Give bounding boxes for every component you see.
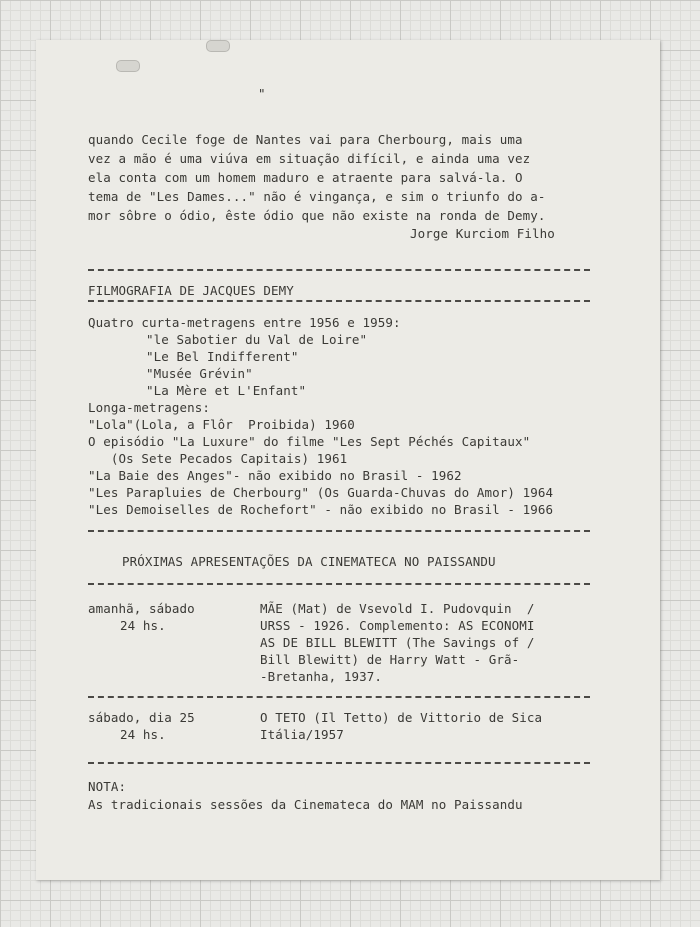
punch-hole: [116, 60, 140, 72]
intro-line: quando Cecile foge de Nantes vai para Cherbourg, mais uma: [88, 132, 523, 147]
screening-film: Bill Blewitt) de Harry Watt - Grã-: [260, 652, 520, 667]
divider: [88, 583, 590, 585]
features-heading: Longa-metragens:: [88, 400, 211, 415]
short-film-item: "Le Bel Indifferent": [146, 349, 299, 364]
screening-date: sábado, dia 25: [88, 710, 195, 725]
paper-sheet: [36, 40, 660, 880]
feature-item: "Les Parapluies de Cherbourg" (Os Guarda-Chuvas do Amor) 1964: [88, 485, 554, 500]
intro-line: ela conta com um homem maduro e atraente para salvá-la. O: [88, 170, 523, 185]
feature-item: (Os Sete Pecados Capitais) 1961: [88, 451, 348, 466]
screening-time: 24 hs.: [120, 618, 166, 633]
screening-date: amanhã, sábado: [88, 601, 195, 616]
feature-item: "Les Demoiselles de Rochefort" - não exibido no Brasil - 1966: [88, 502, 554, 517]
intro-line: vez a mão é uma viúva em situação difícil, e ainda uma vez: [88, 151, 531, 166]
note-text: As tradicionais sessões da Cinemateca do MAM no Paissandu: [88, 797, 523, 812]
divider: [88, 269, 590, 271]
divider: [88, 696, 590, 698]
screening-film: URSS - 1926. Complemento: AS ECONOMI: [260, 618, 535, 633]
screening-film: AS DE BILL BLEWITT (The Savings of /: [260, 635, 535, 650]
feature-item: "La Baie des Anges"- não exibido no Brasil - 1962: [88, 468, 462, 483]
short-film-item: "Musée Grévin": [146, 366, 253, 381]
screening-film: Itália/1957: [260, 727, 344, 742]
feature-item: O episódio "La Luxure" do filme "Les Sept Péchés Capitaux": [88, 434, 531, 449]
short-film-item: "La Mère et L'Enfant": [146, 383, 307, 398]
short-film-item: "le Sabotier du Val de Loire": [146, 332, 368, 347]
divider: [88, 300, 590, 302]
screening-time: 24 hs.: [120, 727, 166, 742]
author-signature: Jorge Kurciom Filho: [410, 226, 555, 241]
divider: [88, 762, 590, 764]
screening-film: -Bretanha, 1937.: [260, 669, 383, 684]
screening-film: O TETO (Il Tetto) de Vittorio de Sica: [260, 710, 543, 725]
intro-line: tema de "Les Dames..." não é vingança, e sim o triunfo do a-: [88, 189, 546, 204]
section-heading: PRÓXIMAS APRESENTAÇÕES DA CINEMATECA NO PAISSANDU: [122, 554, 496, 569]
divider: [88, 530, 590, 532]
punch-hole: [206, 40, 230, 52]
section-heading: FILMOGRAFIA DE JACQUES DEMY: [88, 283, 294, 298]
page-mark: ": [258, 86, 266, 101]
short-films-intro: Quatro curta-metragens entre 1956 e 1959:: [88, 315, 401, 330]
intro-line: mor sôbre o ódio, êste ódio que não existe na ronda de Demy.: [88, 208, 546, 223]
note-label: NOTA:: [88, 779, 127, 794]
screening-film: MÃE (Mat) de Vsevold I. Pudovquin /: [260, 601, 535, 616]
feature-item: "Lola"(Lola, a Flôr Proibida) 1960: [88, 417, 355, 432]
